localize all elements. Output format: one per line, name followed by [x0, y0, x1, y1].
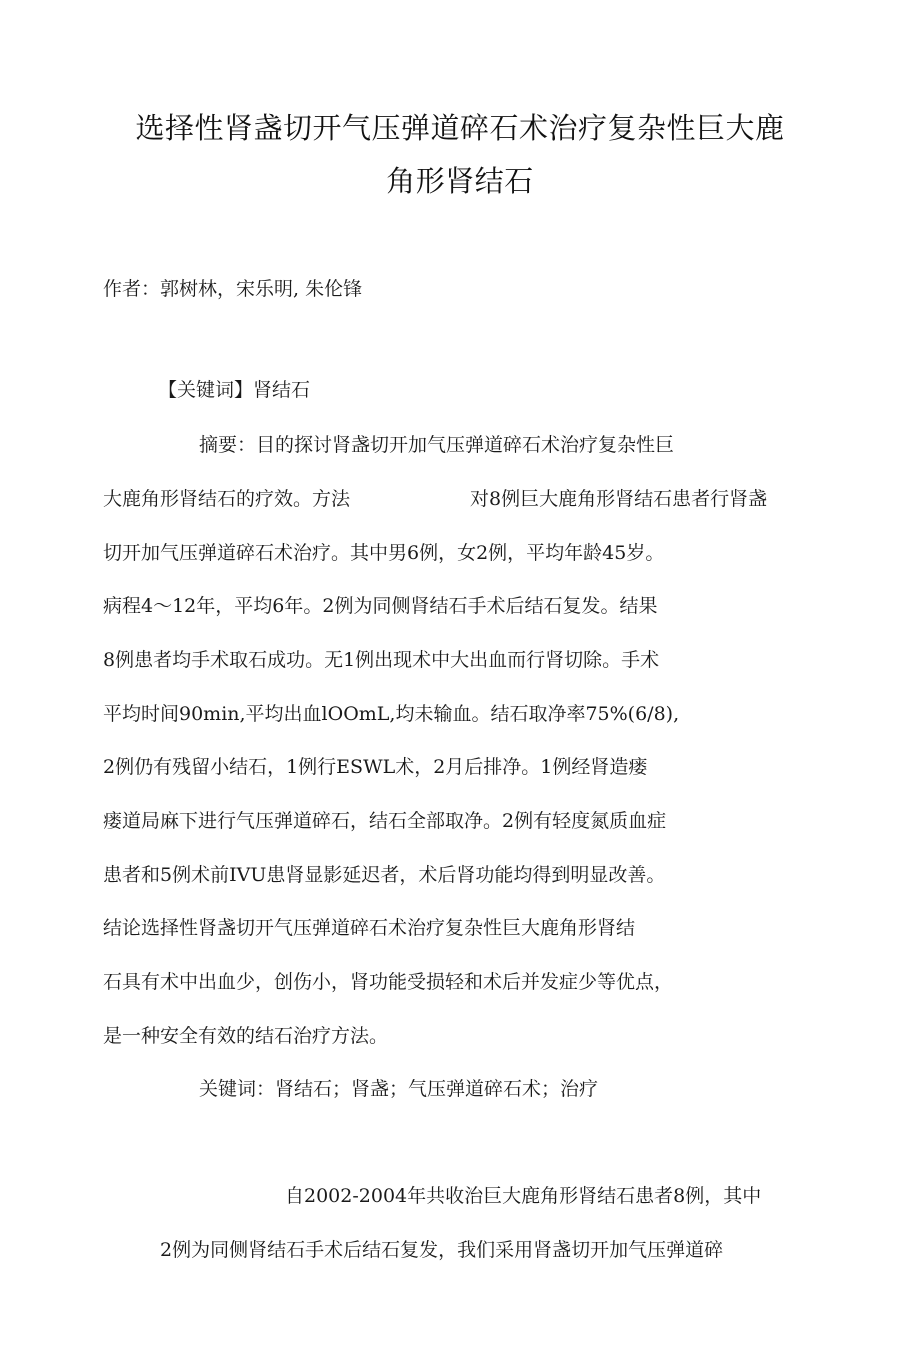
abstract-line-2a: 大鹿角形肾结石的疗效。方法: [103, 488, 351, 510]
body-line-2: 2例为同侧肾结石手术后结石复发，我们采用肾盏切开加气压弹道碎: [160, 1239, 724, 1261]
abstract-line-6: 平均时间90min,平均出血lOOmL,均未输血。结石取净率75%(6/8),: [103, 703, 680, 725]
abstract-line-12: 是一种安全有效的结石治疗方法。: [103, 1025, 389, 1047]
abstract-line-8: 瘘道局麻下进行气压弹道碎石，结石全部取净。2例有轻度氮质血症: [103, 810, 667, 832]
abstract-line-2b: 对8例巨大鹿角形肾结石患者行肾盏: [470, 488, 768, 510]
abstract-line-3: 切开加气压弹道碎石术治疗。其中男6例，女2例，平均年龄45岁。: [103, 542, 665, 564]
abstract-line-9: 患者和5例术前IVU患肾显影延迟者，术后肾功能均得到明显改善。: [103, 864, 666, 886]
abstract-line-10: 结论选择性肾盏切开气压弹道碎石术治疗复杂性巨大鹿角形肾结: [103, 917, 636, 939]
abstract-line-1: 摘要：目的探讨肾盏切开加气压弹道碎石术治疗复杂性巨: [199, 434, 675, 456]
abstract-line-11: 石具有术中出血少，创伤小，肾功能受损轻和术后并发症少等优点，: [103, 971, 674, 993]
authors-line: 作者：郭树林，宋乐明, 朱伦锋: [103, 278, 363, 300]
keyword-heading: 【关键词】肾结石: [158, 379, 311, 401]
abstract-line-7: 2例仍有残留小结石，1例行ESWL术，2月后排净。1例经肾造瘘: [103, 756, 648, 778]
body-line-1: 自2002-2004年共收治巨大鹿角形肾结石患者8例，其中: [285, 1185, 762, 1207]
article-title-line-2: 角形肾结石: [386, 164, 534, 198]
article-title-line-1: 选择性肾盏切开气压弹道碎石术治疗复杂性巨大鹿: [135, 111, 785, 145]
abstract-line-5: 8例患者均手术取石成功。无1例出现术中大出血而行肾切除。手术: [103, 649, 660, 671]
keywords-line: 关键词：肾结石；肾盏；气压弹道碎石术；治疗: [199, 1078, 599, 1100]
abstract-line-4: 病程4〜12年，平均6年。2例为同侧肾结石手术后结石复发。结果: [103, 595, 658, 617]
